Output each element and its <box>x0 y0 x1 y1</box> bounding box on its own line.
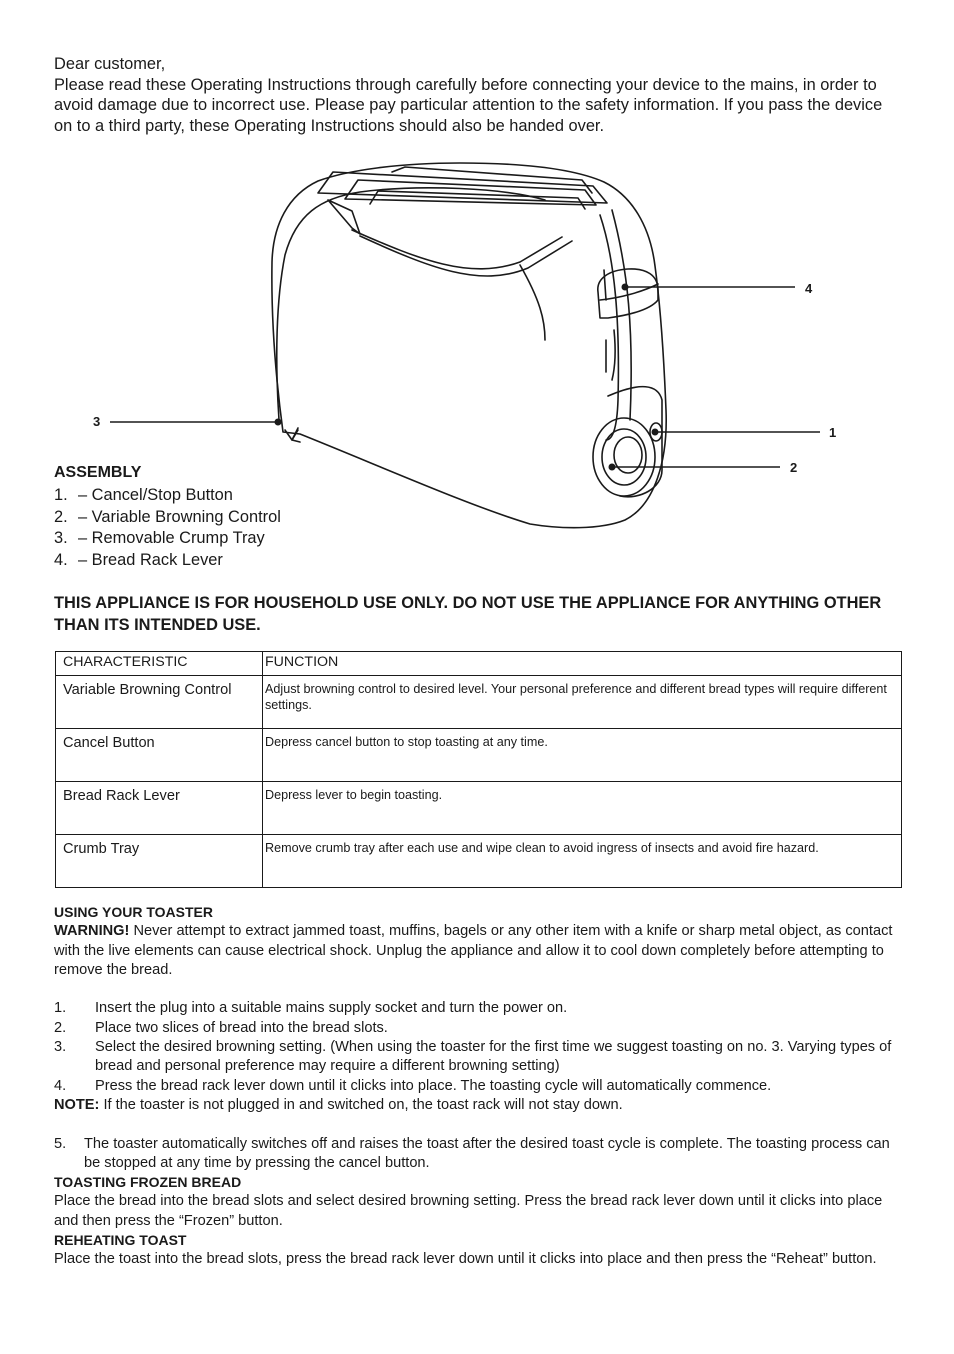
table-row <box>56 676 902 729</box>
table-row <box>56 729 902 782</box>
step-text: Press the bread rack lever down until it clicks into place. The toasting cycle will automatically commence. <box>95 1077 772 1094</box>
feature-table <box>55 651 902 888</box>
using-title: USING YOUR TOASTER <box>54 904 213 920</box>
step-text: Select the desired browning setting. (When using the toaster for the first time we suggest toasting on no. 3. Varying types of bread and personal preference may require a different browning setting) <box>95 1039 892 1075</box>
step-item <box>54 1077 902 1096</box>
step-text: Insert the plug into a suitable mains supply socket and turn the power on. <box>95 1000 568 1017</box>
frozen-text: Place the bread into the bread slots and select desired browning setting. Press the bread rack lever down until it clicks into place and then press the “Frozen” button. <box>54 1193 883 1229</box>
note-paragraph <box>54 1096 902 1115</box>
assembly-item <box>54 507 281 529</box>
callout-4: 4 <box>805 281 813 296</box>
assembly-item <box>54 528 281 550</box>
step-item <box>54 1019 902 1038</box>
note-label: NOTE: <box>54 1096 100 1113</box>
assembly-list <box>54 485 281 572</box>
usage-section <box>54 903 902 1270</box>
warning-label: WARNING! <box>54 923 130 940</box>
table-header-row <box>56 652 902 676</box>
callout-3: 3 <box>93 414 101 429</box>
characteristic-cell: Variable Browning Control <box>56 676 263 729</box>
item-number: 2. <box>54 507 68 526</box>
function-cell: Adjust browning control to desired level. Your personal preference and different bread types will require different settings. <box>263 676 902 729</box>
reheat-text: Place the toast into the bread slots, press the bread rack lever down until it clicks into place and then press the “Reheat” button. <box>54 1251 877 1268</box>
function-cell: Depress lever to begin toasting. <box>263 782 902 835</box>
assembly-item <box>54 550 281 572</box>
assembly-section <box>54 462 281 572</box>
callout-1: 1 <box>829 425 837 440</box>
item-number: 1. <box>54 485 68 504</box>
item-label: – Removable Crump Tray <box>78 529 265 548</box>
function-cell: Depress cancel button to stop toasting at any time. <box>263 729 902 782</box>
assembly-item <box>54 485 281 507</box>
header-characteristic: CHARACTERISTIC <box>56 652 263 676</box>
characteristic-cell: Cancel Button <box>56 729 263 782</box>
item-label: – Variable Browning Control <box>78 507 281 526</box>
callout-2: 2 <box>790 460 798 475</box>
greeting: Dear customer, <box>54 55 166 73</box>
step-text: The toaster automatically switches off and raises the toast after the desired toast cycle is complete. The toasting process can be stopped at any time by pressing the cancel button. <box>84 1135 890 1171</box>
item-label: – Cancel/Stop Button <box>78 485 233 504</box>
step-number: 3. <box>54 1039 67 1056</box>
step-number: 1. <box>54 1000 67 1017</box>
table-row <box>56 782 902 835</box>
frozen-title: TOASTING FROZEN BREAD <box>54 1174 242 1191</box>
item-number: 3. <box>54 529 68 548</box>
step-number: 2. <box>54 1019 67 1036</box>
intro-text: Please read these Operating Instructions through carefully before connecting your device to the mains, in order to avoid damage due to incorrect use. Please pay particular attention to the safety information. If you pass the device on to a third party, these Operating Instructions should also be handed over. <box>54 75 883 135</box>
step-text: Place two slices of bread into the bread slots. <box>95 1019 388 1036</box>
function-cell: Remove crumb tray after each use and wipe clean to avoid ingress of insects and avoid fire hazard. <box>263 835 902 888</box>
characteristic-cell: Crumb Tray <box>56 835 263 888</box>
header-function: FUNCTION <box>263 652 902 676</box>
item-number: 4. <box>54 551 68 570</box>
step-number: 4. <box>54 1077 67 1094</box>
note-text: If the toaster is not plugged in and switched on, the toast rack will not stay down. <box>99 1096 623 1113</box>
intro <box>54 54 904 136</box>
table-row <box>56 835 902 888</box>
item-label: – Bread Rack Lever <box>78 551 223 570</box>
household-notice: THIS APPLIANCE IS FOR HOUSEHOLD USE ONLY. DO NOT USE THE APPLIANCE FOR ANYTHING OTHER THAN ITS INTENDED USE. <box>54 594 882 634</box>
characteristic-cell: Bread Rack Lever <box>56 782 263 835</box>
warning-text: Never attempt to extract jammed toast, muffins, bagels or any other item with a knife or sharp metal object, as contact with the live elements can cause electrical shock. Unplug the appliance and allow it to cool down completely before attempting to remove the bread. <box>54 923 893 978</box>
assembly-title: ASSEMBLY <box>54 464 142 481</box>
step-item <box>54 1038 902 1077</box>
reheat-title: REHEATING TOAST <box>54 1232 187 1249</box>
warning-paragraph <box>54 922 902 980</box>
step-number: 5. <box>54 1135 67 1152</box>
step-item <box>54 999 902 1018</box>
step-item <box>54 1135 902 1174</box>
